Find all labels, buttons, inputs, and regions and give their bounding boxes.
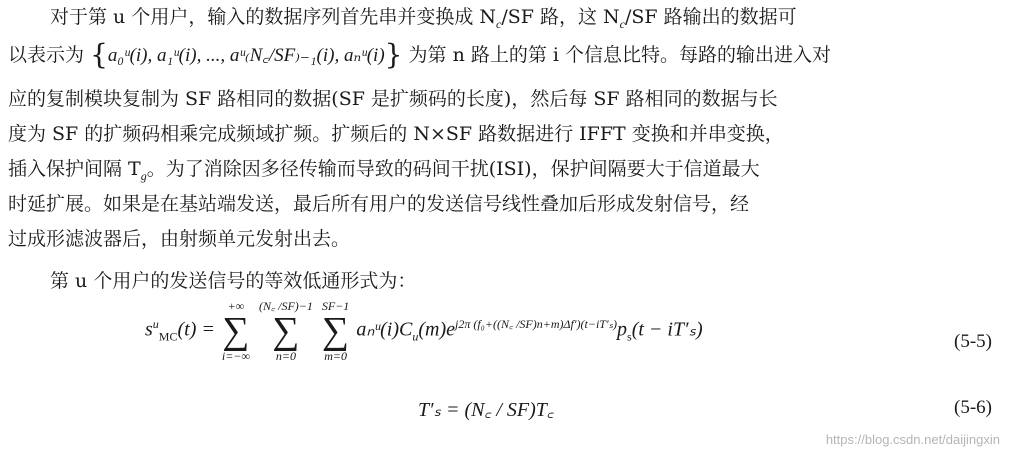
paragraph-line-5 xyxy=(8,156,1004,189)
text-run: 插入保护间隔 T xyxy=(8,158,141,180)
paragraph-line-4 xyxy=(8,121,1004,147)
sigma-symbol: ∑ xyxy=(322,310,350,352)
text-run: /SF 路输出的数据可 xyxy=(624,6,797,28)
eq-term: (m)e xyxy=(418,318,455,341)
eq-argument: (t) = xyxy=(177,318,215,341)
text-run: 对于第 u 个用户，输入的数据序列首先串并变换成 N xyxy=(50,6,496,28)
text-run: 。为了消除因多径传输而导致的码间干扰(ISI)，保护间隔要大于信道最大 xyxy=(146,158,760,180)
text-run: 过成形滤波器后，由射频单元发射出去。 xyxy=(8,228,351,250)
eq-expression: T′ₛ = (N꜀ / SF)T꜀ xyxy=(418,399,554,421)
subscript: g xyxy=(140,168,147,183)
equation-5-5 xyxy=(145,300,703,362)
equation-intro xyxy=(50,268,1000,294)
sigma-symbol: ∑ xyxy=(222,310,250,352)
equation-number-5-6: (5-6) xyxy=(954,397,992,418)
paragraph-line-7 xyxy=(8,226,1004,252)
eq-superscript: u xyxy=(152,316,159,331)
paragraph-line-6 xyxy=(8,191,1004,217)
sum-lower-limit: m=0 xyxy=(324,349,347,363)
sum-lower-limit: i=−∞ xyxy=(221,349,250,363)
sum-lower-limit: n=0 xyxy=(275,349,296,363)
text-run: 以表示为 xyxy=(8,44,85,66)
text-run: 时延扩展。如果是在基站端发送，最后所有用户的发送信号线性叠加后形成发射信号，经 xyxy=(8,193,750,215)
sum-upper-limit: +∞ xyxy=(227,299,245,313)
text-run: 应的复制模块复制为 SF 路相同的数据(SF 是扩频码的长度)，然后每 SF 路相同的数据与长 xyxy=(8,88,778,110)
eq-subscript: MC xyxy=(158,329,178,344)
eq-term: (t − iT′ₛ) xyxy=(631,318,703,341)
text-run: 为第 n 路上的第 i 个信息比特。每路的输出进入对 xyxy=(408,44,832,66)
subscript: c xyxy=(619,16,625,31)
paragraph-line-3 xyxy=(8,86,1004,112)
equation-number-5-5: (5-5) xyxy=(954,331,992,352)
sum-upper-limit: (N꜀ /SF)−1 xyxy=(258,299,313,313)
subscript: c xyxy=(495,16,502,31)
sum-upper-limit: SF−1 xyxy=(321,299,350,313)
bit-set-expression: a₀ᵘ(i), a₁ᵘ(i), ..., aᵘ₍N꜀/SF₎₋₁(i), aₙᵘ(i) xyxy=(107,45,385,66)
eq-term: aₙᵘ(i)C xyxy=(356,318,413,341)
sum-over-n xyxy=(259,300,313,362)
paragraph-line-2 xyxy=(8,38,1004,71)
right-brace: } xyxy=(384,38,403,71)
sum-over-i xyxy=(222,300,250,362)
eq-symbol: s xyxy=(145,318,153,341)
text-run: 度为 SF 的扩频码相乘完成频域扩频。扩频后的 N×SF 路数据进行 IFFT 变换和并串变换， xyxy=(8,123,784,145)
sum-over-m xyxy=(322,300,349,362)
eq-exponent: j2π (f₀+((N꜀ /SF)n+m)Δf′)(t−iT′ₛ) xyxy=(455,316,618,331)
sigma-symbol: ∑ xyxy=(272,310,300,352)
equation-5-6 xyxy=(418,395,554,422)
text-run: 第 u 个用户的发送信号的等效低通形式为： xyxy=(50,270,417,292)
text-run: /SF 路，这 N xyxy=(501,6,620,28)
eq-subscript: u xyxy=(412,329,419,344)
eq-term: p xyxy=(617,318,628,341)
watermark-url: https://blog.csdn.net/daijingxin xyxy=(825,432,1000,447)
eq-subscript: s xyxy=(627,329,632,344)
left-brace: { xyxy=(90,38,108,71)
paragraph-line-1 xyxy=(50,4,1000,37)
